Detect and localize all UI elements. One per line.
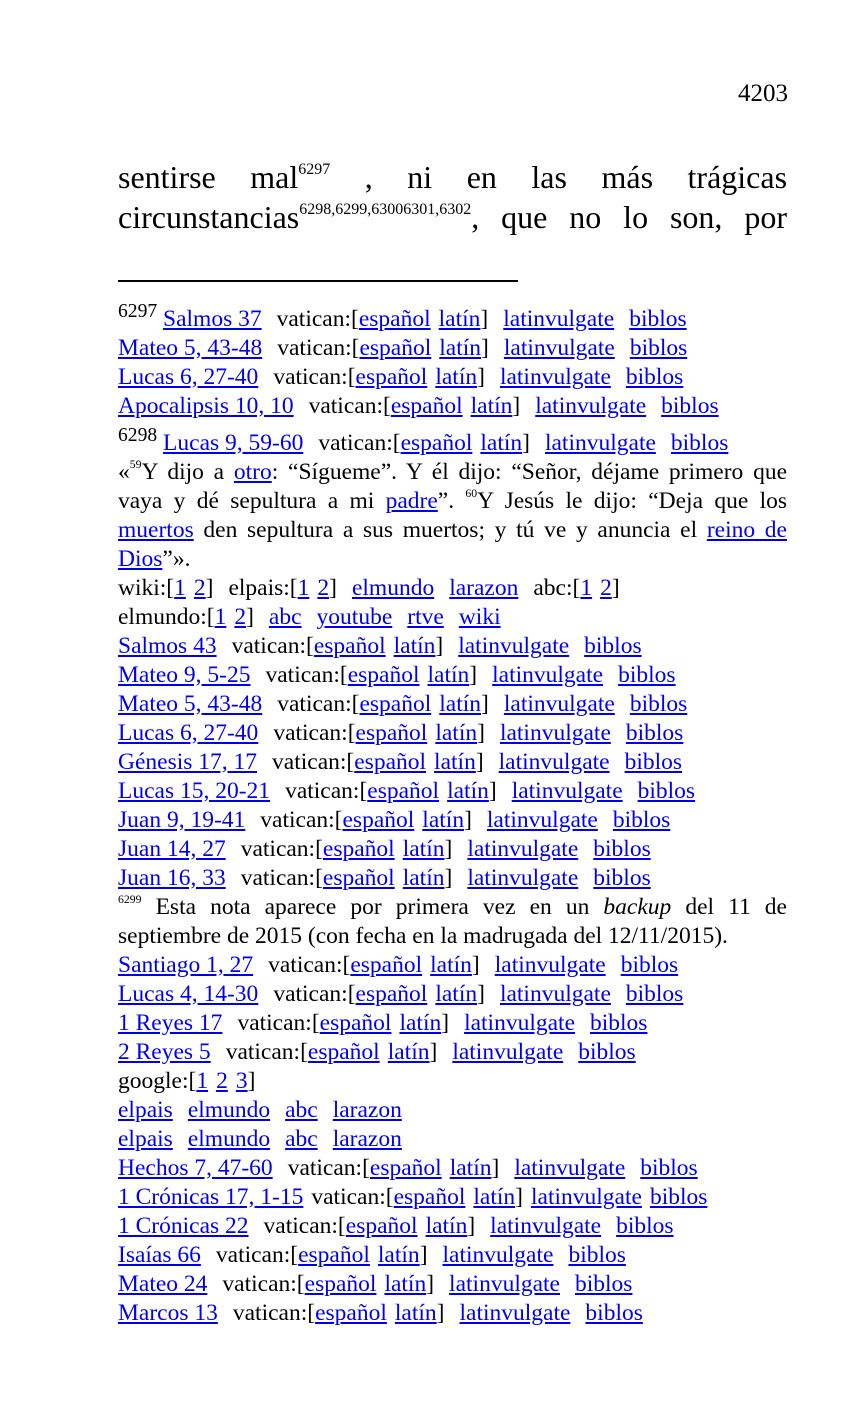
biblos-link[interactable]: biblos — [625, 719, 684, 746]
wiki-1-link[interactable]: 1 — [174, 574, 186, 601]
elmundo-2-link[interactable]: 2 — [234, 603, 247, 630]
footnote-number: 6299 — [118, 893, 142, 907]
espanol-link[interactable]: español — [350, 951, 423, 978]
vatican-label: vatican:[ — [308, 392, 391, 419]
google-label: google:[ — [118, 1067, 197, 1094]
ref-line — [118, 1241, 787, 1270]
vatican-label: vatican:[ — [215, 1241, 299, 1268]
bible-ref-link[interactable]: Lucas 15, 20-21 — [118, 777, 271, 804]
ref-line — [118, 334, 787, 363]
biblos-link[interactable]: biblos — [625, 363, 684, 390]
biblos-link[interactable]: biblos — [670, 429, 729, 456]
latin-link[interactable]: latín — [384, 1270, 427, 1297]
abc-link[interactable]: abc — [285, 1125, 318, 1152]
wiki-label: wiki:[ — [118, 574, 175, 601]
abc-link[interactable]: abc — [268, 603, 302, 630]
body-paragraph — [118, 157, 787, 237]
ref-line — [118, 297, 787, 334]
note-text: del 11 de septiembre de 2015 (con fecha en la madrugada del 12/11/2015). — [118, 893, 787, 949]
bracket-close: ] — [480, 305, 489, 332]
bracket-close: ] — [512, 392, 521, 419]
bracket-close: ] — [441, 1009, 450, 1036]
footnote-6299-text — [118, 893, 787, 951]
bible-ref-link[interactable]: Lucas 6, 27-40 — [118, 719, 259, 746]
vatican-label: vatican:[ — [287, 1154, 370, 1181]
muertos-link[interactable]: muertos — [118, 516, 194, 543]
quote-text: : “Sígueme”. Y él dijo: “Señor, déjame primero que vaya y dé sepultura a mi — [118, 458, 788, 514]
espanol-link[interactable]: español — [304, 1270, 377, 1297]
vatican-label: vatican:[ — [311, 1183, 394, 1210]
vatican-label: vatican:[ — [263, 1212, 346, 1239]
bible-ref-link[interactable]: Juan 14, 27 — [118, 835, 226, 862]
footnote-refs: 6298,6299,63006301,6302 — [299, 200, 472, 218]
body-word: , — [364, 159, 373, 195]
bible-ref-link[interactable]: 1 Reyes 17 — [118, 1009, 223, 1036]
news-links-line — [118, 603, 787, 632]
latinvulgate-link[interactable]: latinvulgate — [503, 334, 615, 361]
latin-link[interactable]: latín — [435, 363, 478, 390]
bracket-close: ] — [491, 1154, 500, 1181]
espanol-link[interactable]: español — [315, 1299, 387, 1326]
latin-link[interactable]: latín — [377, 1241, 420, 1268]
latin-link[interactable]: latín — [480, 429, 523, 456]
ref-line — [118, 1038, 787, 1067]
latin-link[interactable]: latín — [447, 777, 489, 804]
bible-ref-link[interactable]: Isaías 66 — [118, 1241, 201, 1268]
vatican-label: vatican:[ — [222, 1270, 305, 1297]
latinvulgate-link[interactable]: latinvulgate — [514, 1154, 626, 1181]
vatican-label: vatican:[ — [240, 864, 323, 891]
ref-line — [118, 980, 787, 1009]
elpais-2-link[interactable]: 2 — [317, 574, 330, 601]
latinvulgate-link[interactable]: latinvulgate — [442, 1241, 554, 1268]
otro-link[interactable]: otro — [233, 458, 272, 485]
bible-ref-link[interactable]: Mateo 5, 43-48 — [118, 690, 263, 717]
bracket-close: ] — [471, 951, 480, 978]
quote-text: Y dijo a — [141, 458, 234, 485]
bracket-close: ] — [481, 690, 489, 717]
elmundo-link[interactable]: elmundo — [187, 1125, 271, 1152]
latinvulgate-link[interactable]: latinvulgate — [449, 1270, 560, 1297]
ref-line — [118, 690, 787, 719]
note-text-italic: backup — [603, 893, 672, 920]
latin-link[interactable]: latín — [402, 835, 445, 862]
espanol-link[interactable]: español — [322, 864, 395, 891]
elmundo-label: elmundo:[ — [118, 603, 215, 630]
bible-ref-link[interactable]: 1 Crónicas 22 — [118, 1212, 249, 1239]
espanol-link[interactable]: español — [390, 392, 463, 419]
vatican-label: vatican:[ — [272, 748, 355, 775]
page-number: 4203 — [738, 80, 788, 107]
bracket-close: ] — [477, 980, 485, 1007]
abc-2-link[interactable]: 2 — [600, 574, 612, 601]
bracket-close: ] — [464, 806, 472, 833]
vatican-label: vatican:[ — [277, 690, 360, 717]
bracket-close: ] — [467, 1212, 476, 1239]
latinvulgate-link[interactable]: latinvulgate — [492, 661, 604, 688]
bible-ref-link[interactable]: Juan 16, 33 — [118, 864, 226, 891]
latinvulgate-link[interactable]: latinvulgate — [544, 429, 656, 456]
espanol-link[interactable]: español — [313, 632, 386, 659]
espanol-link[interactable]: español — [347, 661, 420, 688]
abc-1-link[interactable]: 1 — [580, 574, 593, 601]
footnote-number: 6297 — [118, 301, 158, 322]
ref-line — [118, 1154, 787, 1183]
latin-link[interactable]: latín — [438, 305, 481, 332]
espanol-link[interactable]: español — [358, 305, 431, 332]
footnote-number: 6298 — [118, 424, 158, 446]
latinvulgate-link[interactable]: latinvulgate — [511, 777, 623, 804]
ref-line — [118, 1270, 787, 1299]
latin-link[interactable]: latín — [473, 1183, 516, 1210]
biblos-link[interactable]: biblos — [618, 661, 676, 688]
latin-link[interactable]: latín — [425, 1212, 468, 1239]
rtve-link[interactable]: rtve — [407, 603, 444, 630]
ref-line — [118, 806, 787, 835]
bracket-close: ] — [515, 1183, 523, 1210]
footnotes — [118, 297, 787, 1328]
latinvulgate-link[interactable]: latinvulgate — [503, 305, 615, 332]
verse-number: 59 — [129, 458, 142, 472]
bible-quote — [118, 458, 787, 574]
ref-line — [118, 748, 787, 777]
ref-line — [118, 632, 787, 661]
ref-line — [118, 951, 787, 980]
bracket-close: ] — [246, 603, 254, 630]
verse-number: 60 — [465, 487, 478, 501]
bracket-close: ] — [419, 1241, 428, 1268]
ref-line — [118, 421, 787, 458]
ref-line — [118, 1183, 787, 1212]
bracket-close: ] — [429, 1038, 438, 1065]
latin-link[interactable]: latín — [430, 951, 472, 978]
quote-text: ”. — [437, 487, 466, 514]
google-1-link[interactable]: 1 — [196, 1067, 209, 1094]
quote-text: ”». — [162, 545, 191, 572]
body-word: en — [466, 159, 497, 195]
vatican-label: vatican:[ — [285, 777, 368, 804]
abc-link[interactable]: abc — [285, 1096, 318, 1123]
espanol-link[interactable]: español — [354, 748, 427, 775]
espanol-link[interactable]: español — [393, 1183, 466, 1210]
news-links-line — [118, 574, 787, 603]
body-text-end: , que no lo son, por — [471, 199, 787, 235]
google-links-line — [118, 1067, 787, 1096]
latinvulgate-link[interactable]: latinvulgate — [464, 1009, 575, 1036]
latinvulgate-link[interactable]: latinvulgate — [494, 951, 606, 978]
bible-ref-link[interactable]: 2 Reyes 5 — [118, 1038, 211, 1065]
vatican-label: vatican:[ — [318, 429, 401, 456]
latinvulgate-link[interactable]: latinvulgate — [531, 1183, 642, 1210]
bible-ref-link[interactable]: 1 Crónicas 17, 1-15 — [118, 1183, 304, 1210]
ref-line — [118, 864, 787, 893]
biblos-link[interactable]: biblos — [574, 1270, 633, 1297]
ref-line — [118, 392, 787, 421]
vatican-label: vatican:[ — [232, 1299, 316, 1326]
vatican-label: vatican:[ — [277, 334, 360, 361]
quote-text: den sepultura a sus muertos; y tú ve y anuncia el — [193, 516, 707, 543]
vatican-label: vatican:[ — [237, 1009, 320, 1036]
bracket-close: ] — [475, 748, 484, 775]
youtube-link[interactable]: youtube — [316, 603, 393, 630]
bible-ref-link[interactable]: Mateo 24 — [118, 1270, 208, 1297]
latinvulgate-link[interactable]: latinvulgate — [452, 1038, 564, 1065]
ref-line — [118, 1212, 787, 1241]
latin-link[interactable]: latín — [439, 690, 482, 717]
bible-ref-link[interactable]: Lucas 9, 59-60 — [163, 429, 304, 456]
larazon-link[interactable]: larazon — [332, 1096, 402, 1123]
latin-link[interactable]: latín — [394, 1299, 437, 1326]
espanol-link[interactable]: español — [367, 777, 440, 804]
bible-ref-link[interactable]: Mateo 5, 43-48 — [118, 334, 263, 361]
biblos-link[interactable]: biblos — [624, 748, 683, 775]
biblos-link[interactable]: biblos — [593, 864, 651, 891]
ref-line — [118, 1009, 787, 1038]
bible-ref-link[interactable]: Lucas 4, 14-30 — [118, 980, 259, 1007]
vatican-label: vatican:[ — [260, 806, 343, 833]
latin-link[interactable]: latín — [427, 661, 470, 688]
bible-ref-link[interactable]: Apocalipsis 10, 10 — [118, 392, 294, 419]
espanol-link[interactable]: español — [359, 334, 432, 361]
google-3-link[interactable]: 3 — [235, 1067, 248, 1094]
elpais-1-link[interactable]: 1 — [297, 574, 310, 601]
vatican-label: vatican:[ — [231, 632, 314, 659]
body-word: mal — [250, 159, 299, 195]
biblos-link[interactable]: biblos — [585, 1299, 643, 1326]
bracket-close: ] — [481, 334, 489, 361]
latin-link[interactable]: latín — [435, 719, 478, 746]
biblos-link[interactable]: biblos — [590, 1009, 648, 1036]
latin-link[interactable]: latín — [393, 632, 436, 659]
footnote-divider — [118, 280, 518, 282]
elpais-link[interactable]: elpais — [118, 1125, 173, 1152]
vatican-label: vatican:[ — [276, 305, 359, 332]
latinvulgate-link[interactable]: latinvulgate — [458, 632, 570, 659]
wiki-link[interactable]: wiki — [458, 603, 501, 630]
ref-line — [118, 719, 787, 748]
vatican-label: vatican:[ — [265, 661, 348, 688]
biblos-link[interactable]: biblos — [568, 1241, 626, 1268]
padre-link[interactable]: padre — [385, 487, 438, 514]
elmundo-link[interactable]: elmundo — [351, 574, 435, 601]
espanol-link[interactable]: español — [322, 835, 395, 862]
bracket-close: ] — [329, 574, 337, 601]
bracket-close: ] — [436, 1299, 445, 1326]
latinvulgate-link[interactable]: latinvulgate — [503, 690, 615, 717]
latinvulgate-link[interactable]: latinvulgate — [499, 980, 611, 1007]
body-word: las — [531, 159, 567, 195]
note-text: Esta nota aparece por primera vez en un — [155, 893, 604, 920]
espanol-link[interactable]: español — [307, 1038, 380, 1065]
latin-link[interactable]: latín — [434, 748, 476, 775]
elpais-label: elpais:[ — [228, 574, 298, 601]
latin-link[interactable]: latín — [399, 1009, 442, 1036]
latin-link[interactable]: latín — [402, 864, 445, 891]
bracket-close: ] — [477, 719, 485, 746]
biblos-link[interactable]: biblos — [629, 690, 688, 717]
quote-mark: « — [118, 458, 130, 485]
latin-link[interactable]: latín — [435, 980, 478, 1007]
biblos-link[interactable]: biblos — [612, 806, 671, 833]
vatican-label: vatican:[ — [273, 719, 356, 746]
reino-de-dios-link[interactable]: reino de Dios — [118, 516, 787, 572]
biblos-link[interactable]: biblos — [616, 1212, 674, 1239]
google-2-link[interactable]: 2 — [216, 1067, 228, 1094]
vatican-label: vatican:[ — [273, 363, 356, 390]
bible-ref-link[interactable]: Salmos 37 — [163, 305, 262, 332]
espanol-link[interactable]: español — [355, 980, 428, 1007]
bible-ref-link[interactable]: Lucas 6, 27-40 — [118, 363, 259, 390]
latin-link[interactable]: latín — [470, 392, 513, 419]
abc-label: abc:[ — [533, 574, 581, 601]
espanol-link[interactable]: español — [319, 1009, 392, 1036]
vatican-label: vatican:[ — [225, 1038, 308, 1065]
biblos-link[interactable]: biblos — [629, 334, 688, 361]
espanol-link[interactable]: español — [345, 1212, 418, 1239]
bracket-close: ] — [205, 574, 214, 601]
vatican-label: vatican:[ — [240, 835, 323, 862]
biblos-link[interactable]: biblos — [593, 835, 651, 862]
latin-link[interactable]: latín — [422, 806, 465, 833]
body-word: sentirse — [118, 159, 216, 195]
latinvulgate-link[interactable]: latinvulgate — [535, 392, 647, 419]
latinvulgate-link[interactable]: latinvulgate — [490, 1212, 602, 1239]
news-links-line — [118, 1096, 787, 1125]
espanol-link[interactable]: español — [298, 1241, 370, 1268]
news-links-line — [118, 1125, 787, 1154]
biblos-link[interactable]: biblos — [649, 1183, 708, 1210]
footnote-ref-6297: 6297 — [298, 160, 331, 178]
latinvulgate-link[interactable]: latinvulgate — [467, 864, 579, 891]
biblos-link[interactable]: biblos — [620, 951, 679, 978]
bracket-close: ] — [444, 835, 453, 862]
bracket-close: ] — [611, 574, 620, 601]
bracket-close: ] — [426, 1270, 435, 1297]
bracket-close: ] — [488, 777, 497, 804]
latinvulgate-link[interactable]: latinvulgate — [499, 363, 611, 390]
ref-line — [118, 661, 787, 690]
bible-ref-link[interactable]: Juan 9, 19-41 — [118, 806, 246, 833]
biblos-link[interactable]: biblos — [584, 632, 642, 659]
wiki-2-link[interactable]: 2 — [193, 574, 206, 601]
latin-link[interactable]: latín — [387, 1038, 430, 1065]
elpais-link[interactable]: elpais — [118, 1096, 173, 1123]
latinvulgate-link[interactable]: latinvulgate — [459, 1299, 571, 1326]
vatican-label: vatican:[ — [273, 980, 356, 1007]
espanol-link[interactable]: español — [342, 806, 415, 833]
bible-ref-link[interactable]: Hechos 7, 47-60 — [118, 1154, 273, 1181]
latin-link[interactable]: latín — [439, 334, 482, 361]
espanol-link[interactable]: español — [355, 363, 428, 390]
espanol-link[interactable]: español — [369, 1154, 442, 1181]
latinvulgate-link[interactable]: latinvulgate — [486, 806, 598, 833]
latinvulgate-link[interactable]: latinvulgate — [467, 835, 579, 862]
latinvulgate-link[interactable]: latinvulgate — [498, 748, 610, 775]
ref-line — [118, 363, 787, 392]
bible-ref-link[interactable]: Génesis 17, 17 — [118, 748, 258, 775]
biblos-link[interactable]: biblos — [625, 980, 684, 1007]
ref-line — [118, 835, 787, 864]
biblos-link[interactable]: biblos — [578, 1038, 636, 1065]
body-word: más — [601, 159, 654, 195]
biblos-link[interactable]: biblos — [629, 305, 687, 332]
body-word: ni — [407, 159, 433, 195]
bible-ref-link[interactable]: Salmos 43 — [118, 632, 217, 659]
biblos-link[interactable]: biblos — [640, 1154, 698, 1181]
bible-ref-link[interactable]: Marcos 13 — [118, 1299, 218, 1326]
bracket-close: ] — [247, 1067, 256, 1094]
body-word: trágicas — [687, 159, 788, 195]
bracket-close: ] — [435, 632, 444, 659]
espanol-link[interactable]: español — [400, 429, 473, 456]
espanol-link[interactable]: español — [355, 719, 428, 746]
bible-ref-link[interactable]: Mateo 9, 5-25 — [118, 661, 251, 688]
latinvulgate-link[interactable]: latinvulgate — [499, 719, 611, 746]
ref-line — [118, 777, 787, 806]
elmundo-link[interactable]: elmundo — [187, 1096, 271, 1123]
biblos-link[interactable]: biblos — [661, 392, 719, 419]
larazon-link[interactable]: larazon — [332, 1125, 402, 1152]
ref-line — [118, 1299, 787, 1328]
bible-ref-link[interactable]: Santiago 1, 27 — [118, 951, 254, 978]
larazon-link[interactable]: larazon — [449, 574, 519, 601]
bracket-close: ] — [477, 363, 485, 390]
bracket-close: ] — [469, 661, 478, 688]
biblos-link[interactable]: biblos — [637, 777, 696, 804]
latin-link[interactable]: latín — [449, 1154, 492, 1181]
vatican-label: vatican:[ — [268, 951, 351, 978]
bracket-close: ] — [522, 429, 530, 456]
quote-text: Y Jesús le dijo: “Deja que los — [477, 487, 787, 514]
body-word: circunstancias — [118, 199, 300, 235]
bracket-close: ] — [444, 864, 453, 891]
elmundo-1-link[interactable]: 1 — [214, 603, 227, 630]
espanol-link[interactable]: español — [359, 690, 432, 717]
